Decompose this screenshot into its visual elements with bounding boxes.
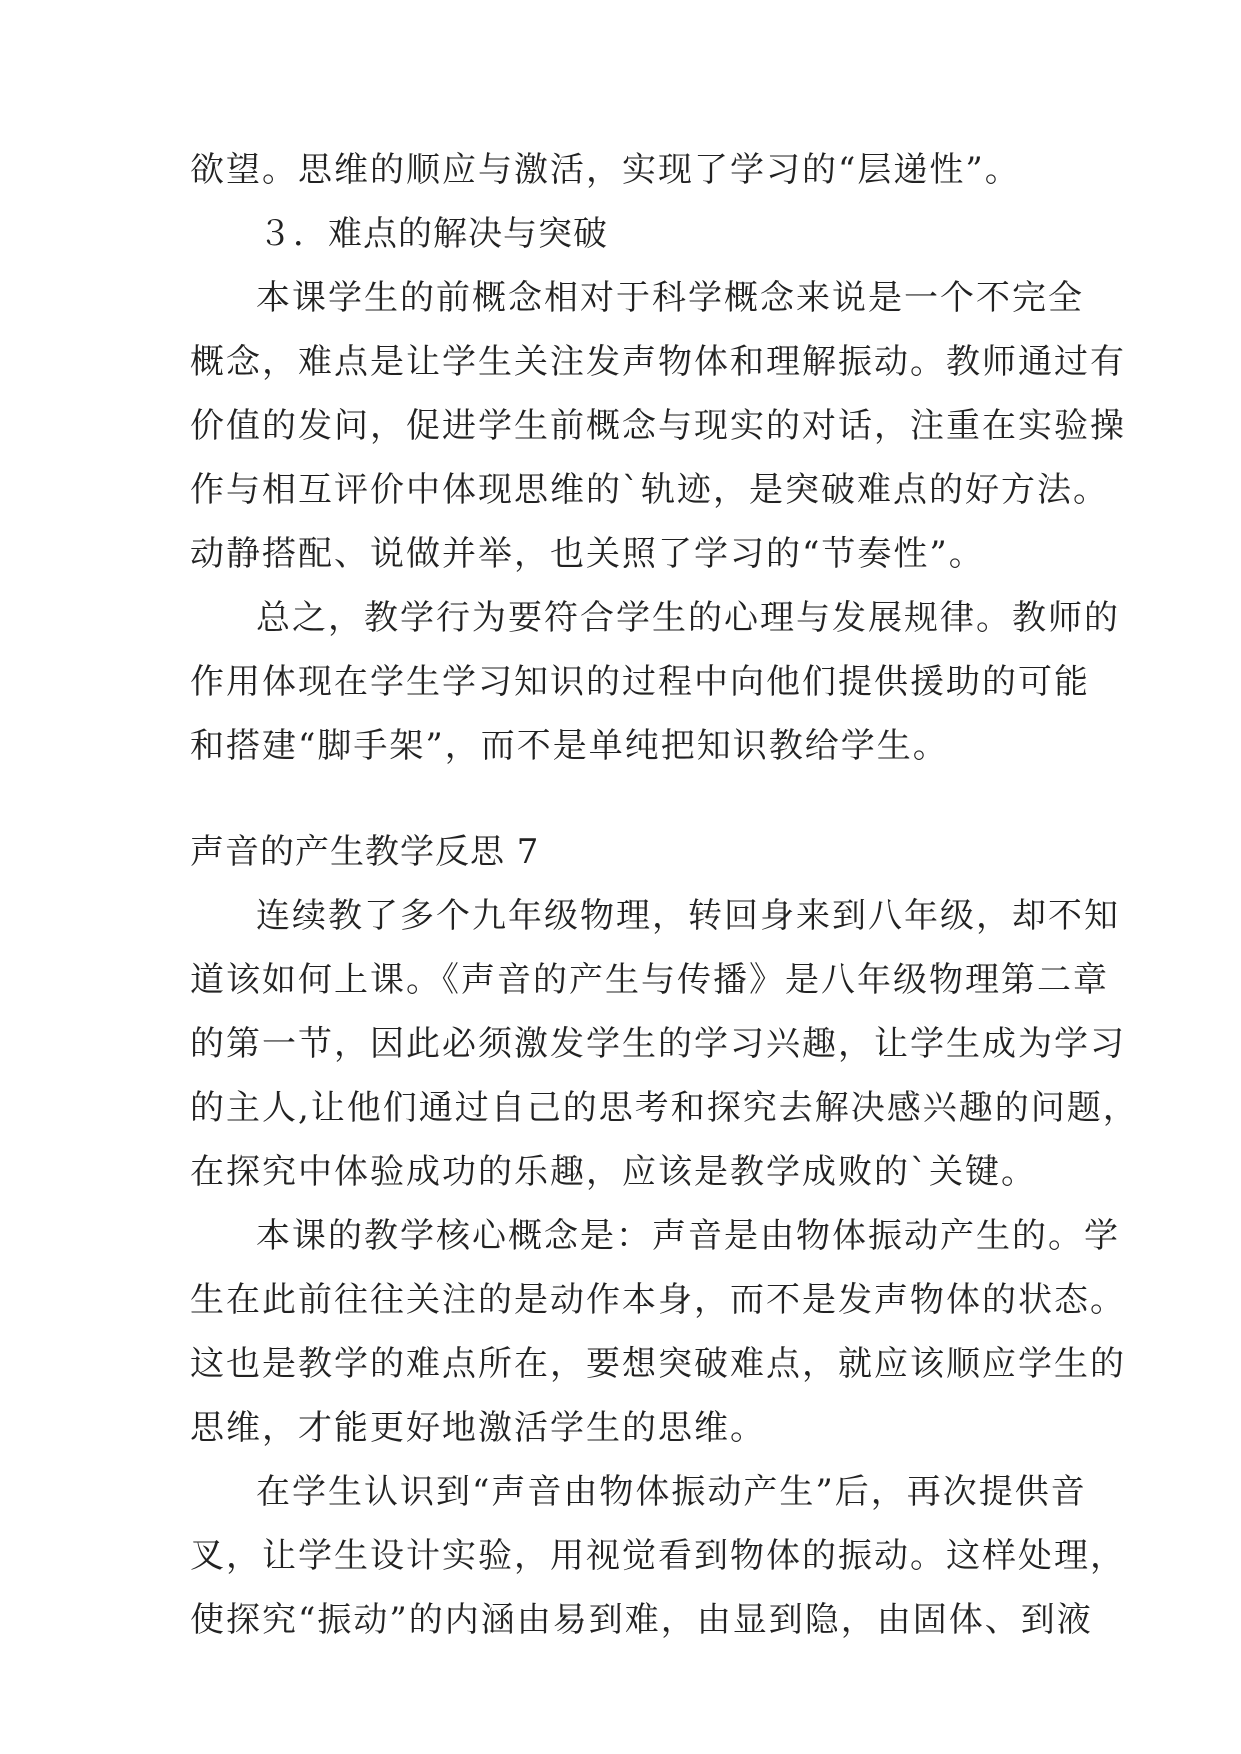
text-line: 叉，让学生设计实验，用视觉看到物体的振动。这样处理，	[190, 1536, 1126, 1576]
text-line: 思维，才能更好地激活学生的思维。	[190, 1408, 766, 1448]
text-line: 在学生认识到“声音由物体振动产生”后，再次提供音	[256, 1472, 1087, 1512]
text-line: 这也是教学的难点所在，要想突破难点，就应该顺应学生的	[190, 1344, 1126, 1384]
text-line: 道该如何上课。《声音的产生与传播》是八年级物理第二章	[190, 960, 1109, 1000]
section-heading: ３．难点的解决与突破	[258, 214, 608, 254]
text-line: 和搭建“脚手架”，而不是单纯把知识教给学生。	[190, 726, 949, 766]
text-line: 作与相互评价中体现思维的`轨迹，是突破难点的好方法。	[190, 470, 1109, 510]
text-line: 价值的发问，促进学生前概念与现实的对话，注重在实验操	[190, 406, 1126, 446]
text-line: 总之，教学行为要符合学生的心理与发展规律。教师的	[256, 598, 1120, 638]
text-line: 本课学生的前概念相对于科学概念来说是一个不完全	[256, 278, 1084, 318]
text-line: 生在此前往往关注的是动作本身，而不是发声物体的状态。	[190, 1280, 1126, 1320]
text-line: 在探究中体验成功的乐趣，应该是教学成败的`关键。	[190, 1152, 1037, 1192]
article-title: 声音的产生教学反思 7	[190, 832, 540, 872]
text-line: 的第一节，因此必须激发学生的学习兴趣，让学生成为学习	[190, 1024, 1126, 1064]
text-line: 使探究“振动”的内涵由易到难，由显到隐，由固体、到液	[190, 1600, 1093, 1640]
text-line: 的主人,让他们通过自己的思考和探究去解决感兴趣的问题，	[190, 1088, 1139, 1128]
text-line: 本课的教学核心概念是：声音是由物体振动产生的。学	[256, 1216, 1120, 1256]
text-line: 欲望。思维的顺应与激活，实现了学习的“层递性”。	[190, 150, 1021, 190]
text-line: 连续教了多个九年级物理，转回身来到八年级，却不知	[256, 896, 1120, 936]
text-line: 动静搭配、说做并举，也关照了学习的“节奏性”。	[190, 534, 985, 574]
text-line: 作用体现在学生学习知识的过程中向他们提供援助的可能	[190, 662, 1090, 702]
text-line: 概念，难点是让学生关注发声物体和理解振动。教师通过有	[190, 342, 1126, 382]
